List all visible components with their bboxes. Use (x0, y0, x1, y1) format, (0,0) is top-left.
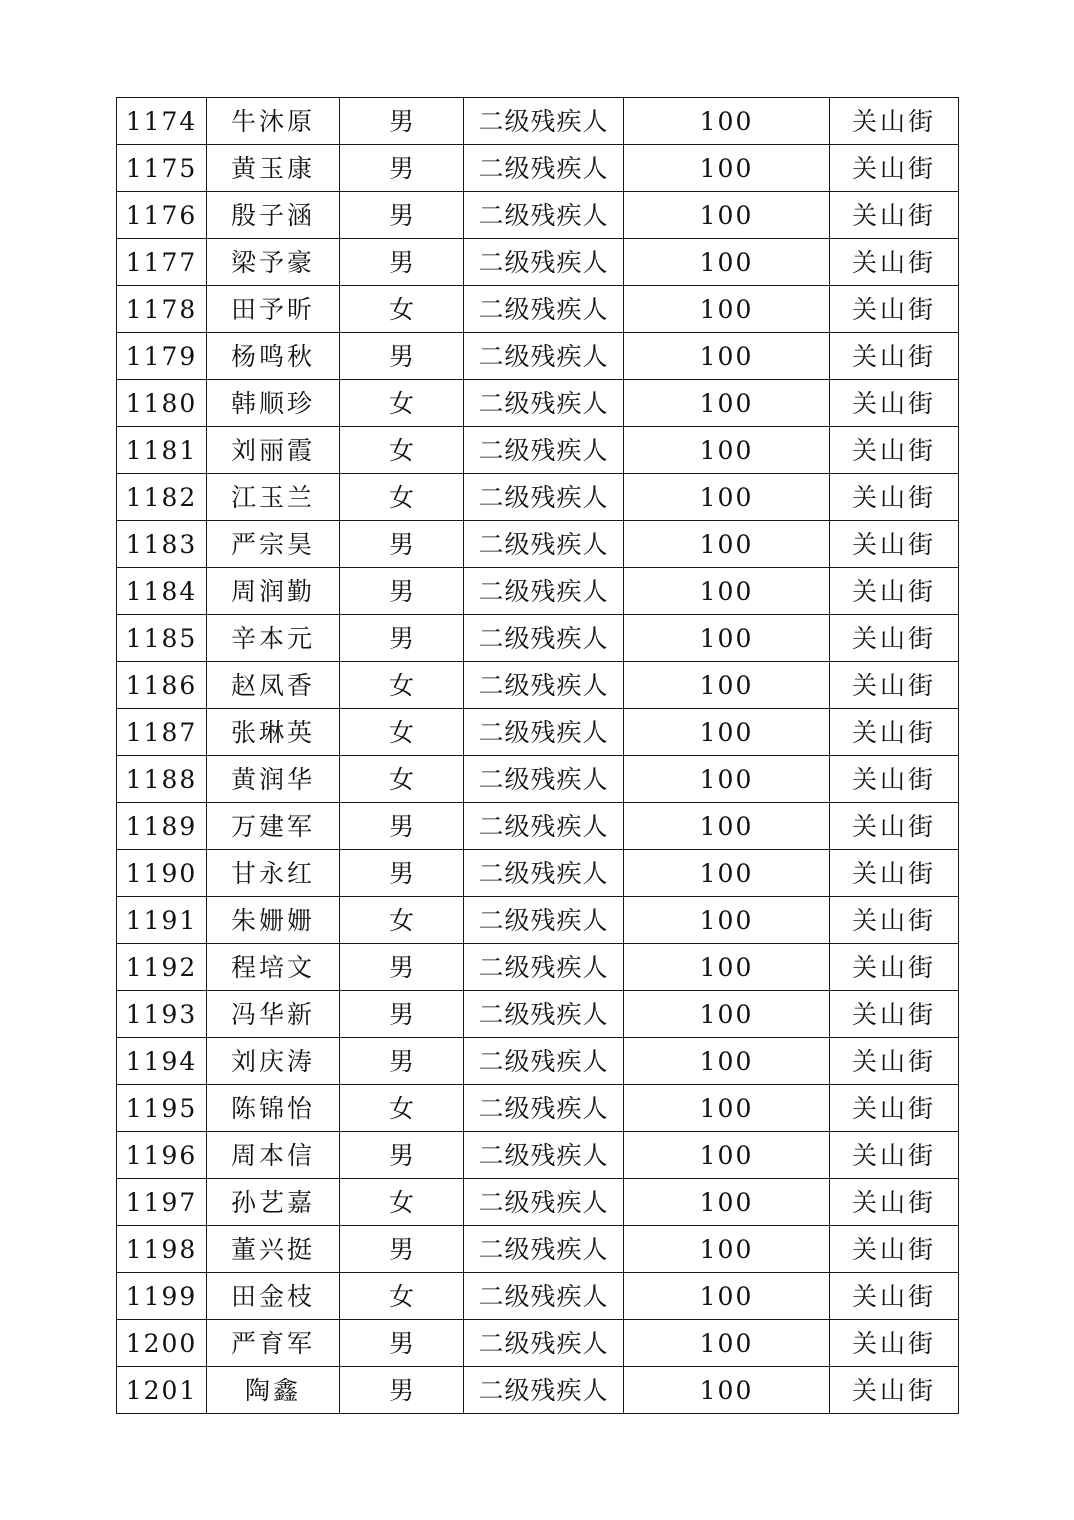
table-row (117, 568, 959, 615)
amount-cell: 100 (624, 615, 830, 662)
gender-cell: 男 (340, 98, 464, 145)
serial-number-cell: 1183 (117, 521, 207, 568)
gender-cell: 女 (340, 427, 464, 474)
gender-cell: 女 (340, 380, 464, 427)
gender-cell: 男 (340, 944, 464, 991)
name-cell: 董兴挺 (207, 1226, 340, 1273)
gender-cell: 男 (340, 333, 464, 380)
street-cell: 关山街 (830, 1085, 959, 1132)
table-row (117, 1085, 959, 1132)
serial-number-cell: 1201 (117, 1367, 207, 1414)
serial-number-cell: 1177 (117, 239, 207, 286)
table-row (117, 1226, 959, 1273)
name-cell: 杨鸣秋 (207, 333, 340, 380)
serial-number-cell: 1180 (117, 380, 207, 427)
street-cell: 关山街 (830, 286, 959, 333)
gender-cell: 男 (340, 239, 464, 286)
street-cell: 关山街 (830, 1367, 959, 1414)
amount-cell: 100 (624, 98, 830, 145)
table-row (117, 521, 959, 568)
name-cell: 殷子涵 (207, 192, 340, 239)
street-cell: 关山街 (830, 756, 959, 803)
amount-cell: 100 (624, 1132, 830, 1179)
name-cell: 田予昕 (207, 286, 340, 333)
name-cell: 黄玉康 (207, 145, 340, 192)
disability-level-cell: 二级残疾人 (464, 1226, 624, 1273)
gender-cell: 女 (340, 474, 464, 521)
street-cell: 关山街 (830, 98, 959, 145)
name-cell: 周润勤 (207, 568, 340, 615)
street-cell: 关山街 (830, 803, 959, 850)
amount-cell: 100 (624, 991, 830, 1038)
table-row (117, 1038, 959, 1085)
serial-number-cell: 1174 (117, 98, 207, 145)
disability-level-cell: 二级残疾人 (464, 568, 624, 615)
serial-number-cell: 1194 (117, 1038, 207, 1085)
gender-cell: 女 (340, 1085, 464, 1132)
table-row (117, 1132, 959, 1179)
gender-cell: 男 (340, 1367, 464, 1414)
gender-cell: 女 (340, 286, 464, 333)
serial-number-cell: 1195 (117, 1085, 207, 1132)
disability-level-cell: 二级残疾人 (464, 192, 624, 239)
amount-cell: 100 (624, 897, 830, 944)
gender-cell: 女 (340, 709, 464, 756)
name-cell: 朱姗姗 (207, 897, 340, 944)
street-cell: 关山街 (830, 1226, 959, 1273)
amount-cell: 100 (624, 1273, 830, 1320)
serial-number-cell: 1184 (117, 568, 207, 615)
disability-level-cell: 二级残疾人 (464, 474, 624, 521)
table-row (117, 192, 959, 239)
gender-cell: 男 (340, 991, 464, 1038)
amount-cell: 100 (624, 286, 830, 333)
disability-level-cell: 二级残疾人 (464, 145, 624, 192)
name-cell: 严育军 (207, 1320, 340, 1367)
name-cell: 周本信 (207, 1132, 340, 1179)
amount-cell: 100 (624, 568, 830, 615)
street-cell: 关山街 (830, 333, 959, 380)
serial-number-cell: 1199 (117, 1273, 207, 1320)
street-cell: 关山街 (830, 1038, 959, 1085)
gender-cell: 男 (340, 568, 464, 615)
name-cell: 程培文 (207, 944, 340, 991)
serial-number-cell: 1178 (117, 286, 207, 333)
name-cell: 辛本元 (207, 615, 340, 662)
disability-level-cell: 二级残疾人 (464, 850, 624, 897)
street-cell: 关山街 (830, 521, 959, 568)
roster-table (116, 97, 959, 1414)
name-cell: 牛沐原 (207, 98, 340, 145)
serial-number-cell: 1191 (117, 897, 207, 944)
table-row (117, 145, 959, 192)
serial-number-cell: 1190 (117, 850, 207, 897)
table-row (117, 850, 959, 897)
street-cell: 关山街 (830, 474, 959, 521)
name-cell: 刘庆涛 (207, 1038, 340, 1085)
disability-level-cell: 二级残疾人 (464, 1179, 624, 1226)
disability-level-cell: 二级残疾人 (464, 662, 624, 709)
table-row (117, 944, 959, 991)
street-cell: 关山街 (830, 427, 959, 474)
disability-level-cell: 二级残疾人 (464, 756, 624, 803)
amount-cell: 100 (624, 944, 830, 991)
street-cell: 关山街 (830, 192, 959, 239)
amount-cell: 100 (624, 380, 830, 427)
disability-level-cell: 二级残疾人 (464, 1273, 624, 1320)
street-cell: 关山街 (830, 1179, 959, 1226)
serial-number-cell: 1197 (117, 1179, 207, 1226)
amount-cell: 100 (624, 756, 830, 803)
serial-number-cell: 1188 (117, 756, 207, 803)
name-cell: 陶鑫 (207, 1367, 340, 1414)
name-cell: 张琳英 (207, 709, 340, 756)
amount-cell: 100 (624, 1179, 830, 1226)
amount-cell: 100 (624, 1367, 830, 1414)
gender-cell: 男 (340, 1038, 464, 1085)
street-cell: 关山街 (830, 145, 959, 192)
serial-number-cell: 1181 (117, 427, 207, 474)
amount-cell: 100 (624, 239, 830, 286)
gender-cell: 男 (340, 1320, 464, 1367)
amount-cell: 100 (624, 1320, 830, 1367)
amount-cell: 100 (624, 709, 830, 756)
table-row (117, 1179, 959, 1226)
disability-level-cell: 二级残疾人 (464, 1367, 624, 1414)
disability-level-cell: 二级残疾人 (464, 286, 624, 333)
serial-number-cell: 1200 (117, 1320, 207, 1367)
name-cell: 万建军 (207, 803, 340, 850)
gender-cell: 男 (340, 615, 464, 662)
street-cell: 关山街 (830, 1320, 959, 1367)
street-cell: 关山街 (830, 615, 959, 662)
table-row (117, 239, 959, 286)
amount-cell: 100 (624, 333, 830, 380)
gender-cell: 男 (340, 1226, 464, 1273)
serial-number-cell: 1198 (117, 1226, 207, 1273)
gender-cell: 女 (340, 1273, 464, 1320)
table-row (117, 756, 959, 803)
serial-number-cell: 1186 (117, 662, 207, 709)
disability-level-cell: 二级残疾人 (464, 98, 624, 145)
serial-number-cell: 1182 (117, 474, 207, 521)
table-row (117, 803, 959, 850)
table-row (117, 709, 959, 756)
amount-cell: 100 (624, 145, 830, 192)
amount-cell: 100 (624, 1226, 830, 1273)
amount-cell: 100 (624, 521, 830, 568)
gender-cell: 男 (340, 803, 464, 850)
disability-level-cell: 二级残疾人 (464, 1038, 624, 1085)
gender-cell: 男 (340, 145, 464, 192)
amount-cell: 100 (624, 850, 830, 897)
table-row (117, 897, 959, 944)
street-cell: 关山街 (830, 944, 959, 991)
disability-level-cell: 二级残疾人 (464, 709, 624, 756)
name-cell: 韩顺珍 (207, 380, 340, 427)
gender-cell: 女 (340, 897, 464, 944)
amount-cell: 100 (624, 427, 830, 474)
gender-cell: 男 (340, 192, 464, 239)
amount-cell: 100 (624, 474, 830, 521)
table-row (117, 286, 959, 333)
name-cell: 刘丽霞 (207, 427, 340, 474)
amount-cell: 100 (624, 1038, 830, 1085)
gender-cell: 男 (340, 850, 464, 897)
name-cell: 严宗昊 (207, 521, 340, 568)
roster-body (117, 98, 959, 1414)
name-cell: 甘永红 (207, 850, 340, 897)
serial-number-cell: 1189 (117, 803, 207, 850)
amount-cell: 100 (624, 192, 830, 239)
disability-level-cell: 二级残疾人 (464, 333, 624, 380)
name-cell: 赵凤香 (207, 662, 340, 709)
amount-cell: 100 (624, 662, 830, 709)
street-cell: 关山街 (830, 991, 959, 1038)
street-cell: 关山街 (830, 1132, 959, 1179)
street-cell: 关山街 (830, 380, 959, 427)
table-row (117, 991, 959, 1038)
table-row (117, 615, 959, 662)
serial-number-cell: 1179 (117, 333, 207, 380)
serial-number-cell: 1193 (117, 991, 207, 1038)
disability-level-cell: 二级残疾人 (464, 380, 624, 427)
table-row (117, 333, 959, 380)
street-cell: 关山街 (830, 709, 959, 756)
table-row (117, 1367, 959, 1414)
gender-cell: 男 (340, 521, 464, 568)
name-cell: 田金枝 (207, 1273, 340, 1320)
table-row (117, 474, 959, 521)
disability-level-cell: 二级残疾人 (464, 991, 624, 1038)
gender-cell: 女 (340, 662, 464, 709)
name-cell: 孙艺嘉 (207, 1179, 340, 1226)
disability-level-cell: 二级残疾人 (464, 521, 624, 568)
disability-level-cell: 二级残疾人 (464, 1320, 624, 1367)
disability-level-cell: 二级残疾人 (464, 427, 624, 474)
serial-number-cell: 1187 (117, 709, 207, 756)
serial-number-cell: 1176 (117, 192, 207, 239)
street-cell: 关山街 (830, 662, 959, 709)
disability-level-cell: 二级残疾人 (464, 803, 624, 850)
table-row (117, 98, 959, 145)
serial-number-cell: 1192 (117, 944, 207, 991)
disability-level-cell: 二级残疾人 (464, 1085, 624, 1132)
amount-cell: 100 (624, 803, 830, 850)
disability-level-cell: 二级残疾人 (464, 239, 624, 286)
street-cell: 关山街 (830, 239, 959, 286)
gender-cell: 女 (340, 756, 464, 803)
name-cell: 陈锦怡 (207, 1085, 340, 1132)
street-cell: 关山街 (830, 1273, 959, 1320)
disability-level-cell: 二级残疾人 (464, 897, 624, 944)
table-row (117, 1320, 959, 1367)
table-row (117, 662, 959, 709)
name-cell: 江玉兰 (207, 474, 340, 521)
name-cell: 梁予豪 (207, 239, 340, 286)
serial-number-cell: 1196 (117, 1132, 207, 1179)
table-row (117, 427, 959, 474)
amount-cell: 100 (624, 1085, 830, 1132)
name-cell: 黄润华 (207, 756, 340, 803)
table-row (117, 1273, 959, 1320)
street-cell: 关山街 (830, 897, 959, 944)
disability-level-cell: 二级残疾人 (464, 615, 624, 662)
street-cell: 关山街 (830, 850, 959, 897)
gender-cell: 男 (340, 1132, 464, 1179)
street-cell: 关山街 (830, 568, 959, 615)
name-cell: 冯华新 (207, 991, 340, 1038)
serial-number-cell: 1175 (117, 145, 207, 192)
disability-level-cell: 二级残疾人 (464, 944, 624, 991)
gender-cell: 女 (340, 1179, 464, 1226)
disability-level-cell: 二级残疾人 (464, 1132, 624, 1179)
serial-number-cell: 1185 (117, 615, 207, 662)
table-row (117, 380, 959, 427)
